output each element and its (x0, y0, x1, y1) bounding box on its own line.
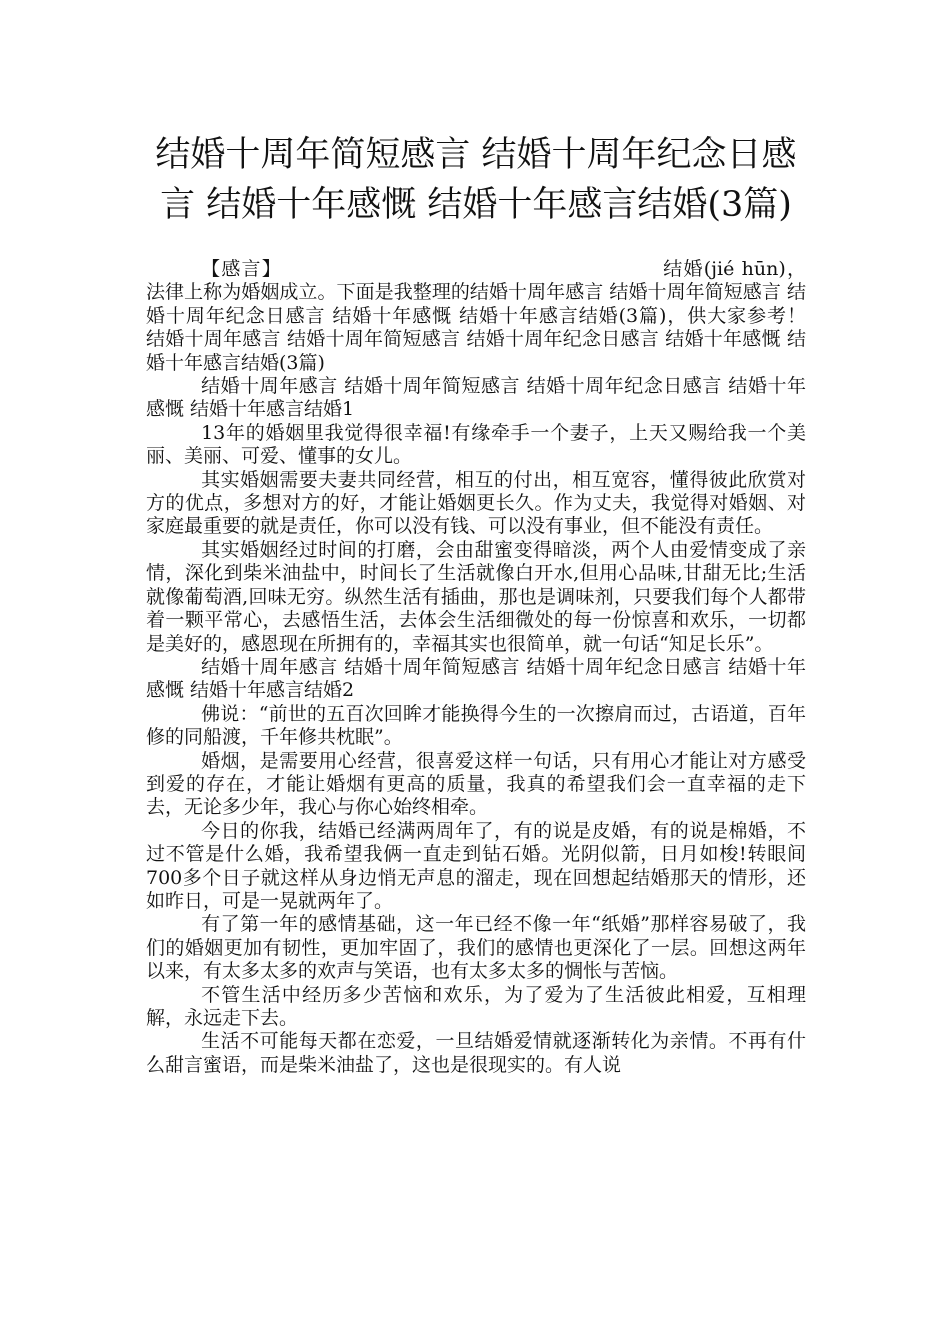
paragraph: 结婚十周年感言 结婚十周年简短感言 结婚十周年纪念日感言 结婚十年感慨 结婚十年感言结婚1 (146, 375, 806, 421)
document-title: 结婚十周年简短感言 结婚十周年纪念日感言 结婚十年感慨 结婚十年感言结婚(3篇) (155, 135, 797, 225)
paragraph: 今日的你我，结婚已经满两周年了，有的说是皮婚，有的说是棉婚，不过不管是什么婚，我希望我俩一直走到钻石婚。光阴似箭，日月如梭!转眼间700多个日子就这样从身边悄无声息的溜走，现在回想起结婚那天的情形，还如昨日，可是一晃就两年了。 (146, 819, 806, 912)
paragraph: 13年的婚姻里我觉得很幸福!有缘牵手一个妻子，上天又赐给我一个美丽、美丽、可爱、懂事的女儿。 (146, 421, 806, 468)
paragraph: 结婚十周年感言 结婚十周年简短感言 结婚十周年纪念日感言 结婚十年感慨 结婚十年感言结婚2 (146, 655, 806, 702)
document-page (146, 130, 845, 1077)
paragraph: 有了第一年的感情基础，这一年已经不像一年“纸婚”那样容易破了，我们的婚姻更加有韧性，更加牢固了，我们的感情也更深化了一层。回想这两年以来，有太多太多的欢声与笑语，也有太多太多的惆怅与苦恼。 (146, 913, 806, 983)
paragraph: 其实婚姻经过时间的打磨，会由甜蜜变得暗淡，两个人由爱情变成了亲情，深化到柴米油盐中，时间长了生活就像白开水,但用心品味,甘甜无比;生活就像葡萄酒,回味无穷。纵然生活有插曲，那也是调味剂，只要我们每个人都带着一颗平常心，去感悟生活，去体会生活细微处的每一份惊喜和欢乐，一切都是美好的，感恩现在所拥有的，幸福其实也很简单，就一句话“知足长乐”。 (146, 538, 806, 655)
intro-text: 结婚(jié hūn)，法律上称为婚姻成立。下面是我整理的结婚十周年感言 结婚十周年简短感言 结婚十周年纪念日感言 结婚十年感慨 结婚十年感言结婚(3篇)，供大家参考！ 结婚十周年感言 结婚十周年简短感言 结婚十周年纪念日感言 结婚十年感慨 结婚十年感言结婚(3篇) (146, 258, 845, 374)
paragraph: 生活不可能每天都在恋爱，一旦结婚爱情就逐渐转化为亲情。不再有什么甜言蜜语，而是柴米油盐了，这也是很现实的。有人说 (146, 1030, 806, 1076)
paragraph: 婚烟，是需要用心经营，很喜爱这样一句话，只有用心才能让对方感受到爱的存在，才能让婚烟有更高的质量，我真的希望我们会一直幸福的走下去，无论多少年，我心与你心始终相牵。 (146, 749, 806, 819)
document-body (146, 258, 845, 1077)
paragraph: 佛说：“前世的五百次回眸才能换得今生的一次擦肩而过，古语道，百年修的同船渡，千年修共枕眠”。 (146, 702, 806, 749)
paragraph: 其实婚姻需要夫妻共同经营，相互的付出，相互宽容，懂得彼此欣赏对方的优点，多想对方的好，才能让婚姻更长久。作为丈夫，我觉得对婚姻、对家庭最重要的就是责任，你可以没有钱、可以没有事业，但不能没有责任。 (146, 468, 806, 538)
paragraph: 不管生活中经历多少苦恼和欢乐，为了爱为了生活彼此相爱，互相理解，永远走下去。 (146, 983, 806, 1029)
intro-paragraph (146, 258, 845, 375)
intro-tag: 【感言】 (201, 258, 283, 280)
